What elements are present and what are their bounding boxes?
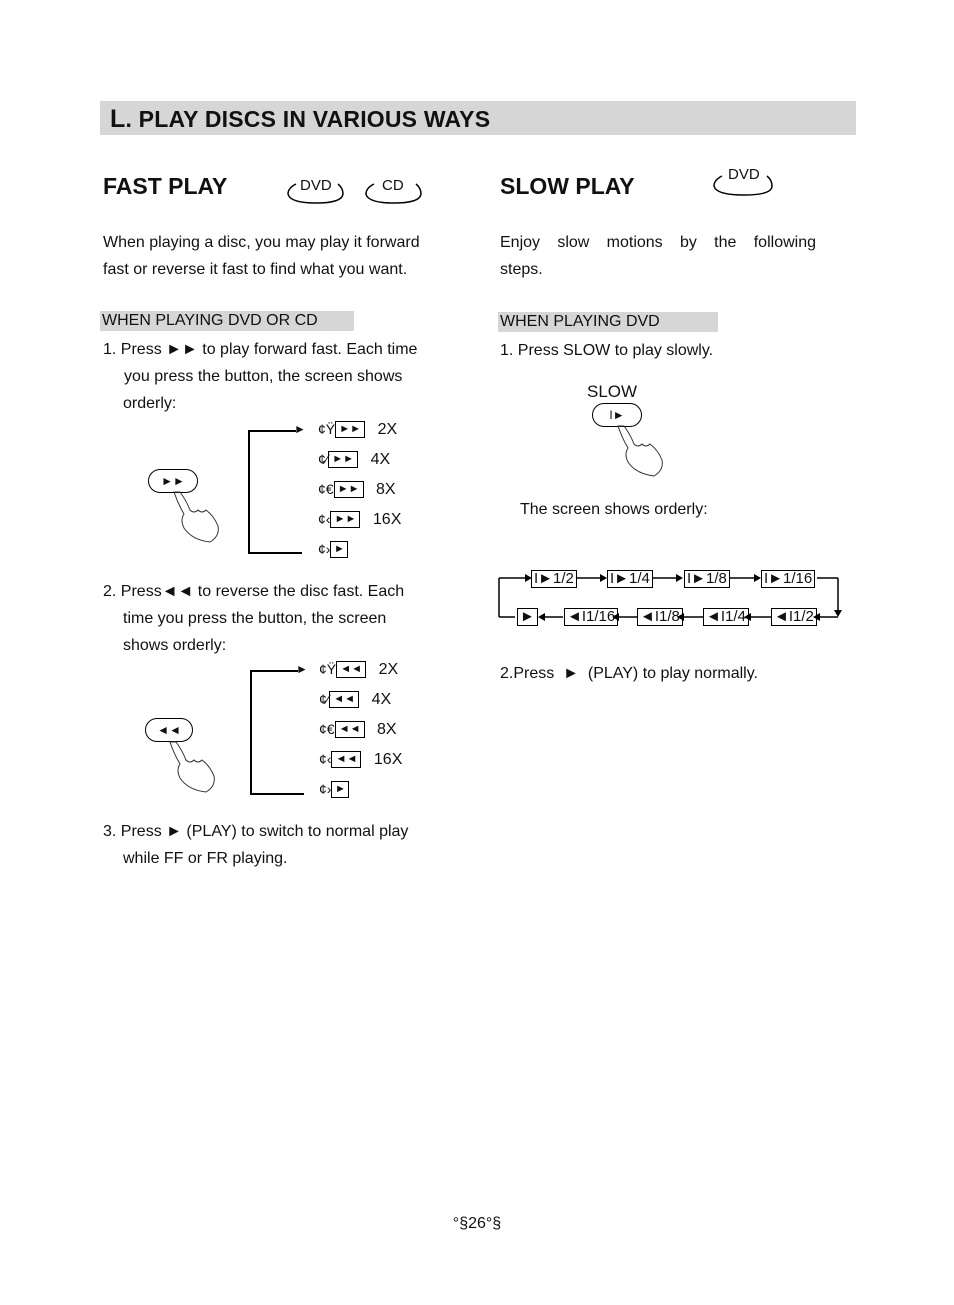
- fast-reverse-icon: ◄◄: [335, 721, 365, 738]
- pressing-hand-icon: [168, 490, 228, 545]
- fast-play-step1: [103, 336, 473, 417]
- fast-play-intro: [103, 229, 473, 283]
- slow-play-step1: 1. Press SLOW to play slowly.: [500, 342, 714, 359]
- ff-bracket-top: [248, 430, 296, 432]
- section-title-text: . PLAY DISCS IN VARIOUS WAYS: [125, 106, 491, 132]
- slow-play-intro-line2: steps.: [500, 261, 543, 278]
- intro-line: fast or reverse it fast to find what you want.: [103, 261, 408, 278]
- slow-play-intro-line1: Enjoy slow motions by the following: [500, 234, 816, 251]
- pressing-hand-icon: [164, 740, 224, 795]
- fast-forward-button[interactable]: ►►: [148, 469, 198, 493]
- slow-screen-text: The screen shows orderly:: [520, 501, 708, 518]
- screen-prefix: ¢›: [318, 541, 331, 557]
- step-line: while FF or FR playing.: [123, 850, 288, 867]
- ff-screen-item: [318, 451, 401, 481]
- fast-play-step2: [103, 578, 473, 659]
- fast-forward-icon: ►►: [335, 421, 365, 438]
- slow-forward-1-8: I►1/8: [684, 570, 730, 588]
- screen-prefix: ¢›: [319, 781, 332, 797]
- step-line: you press the button, the screen shows: [124, 368, 403, 385]
- screen-prefix: ¢€: [318, 481, 334, 497]
- fast-reverse-button[interactable]: ◄◄: [145, 718, 193, 742]
- ff-screen-list: [318, 421, 401, 571]
- fr-screen-item: [319, 691, 402, 721]
- arrow-right-icon: ►: [296, 662, 308, 676]
- speed-label: 4X: [370, 451, 391, 468]
- slow-play-subheading: WHEN PLAYING DVD: [498, 312, 718, 332]
- step-line: shows orderly:: [123, 637, 227, 654]
- arrow-right-icon: ►: [294, 422, 306, 436]
- fr-bracket-bottom: [250, 793, 304, 795]
- page-number: °§26°§: [452, 1215, 502, 1232]
- fr-screen-item: [319, 661, 402, 691]
- step-line: orderly:: [123, 395, 177, 412]
- screen-prefix: ¢Ÿ: [319, 661, 337, 677]
- section-title: [110, 105, 490, 134]
- speed-label: 8X: [376, 481, 396, 498]
- dvd-badge: [712, 166, 776, 198]
- dvd-badge-label: DVD: [300, 177, 332, 194]
- screen-prefix: ¢€: [319, 721, 335, 737]
- screen-prefix: ¢‹: [319, 751, 332, 767]
- speed-label: 2X: [377, 421, 398, 438]
- slow-reverse-1-2: ◄I1/2: [771, 608, 817, 626]
- ff-bracket-line: [248, 431, 250, 553]
- step-line: 1. Press ►► to play forward fast. Each time: [103, 341, 418, 358]
- slow-forward-1-2: I►1/2: [531, 570, 577, 588]
- fast-play-heading: FAST PLAY: [103, 173, 228, 199]
- dvd-badge-label: DVD: [728, 166, 760, 183]
- ff-screen-item: [318, 541, 401, 571]
- section-letter: L: [110, 105, 126, 133]
- screen-prefix: ¢⁄: [318, 451, 329, 467]
- fast-forward-icon: ►►: [334, 481, 364, 498]
- speed-label: 8X: [377, 721, 397, 738]
- fr-screen-item: [319, 721, 402, 751]
- slow-play-heading: SLOW PLAY: [500, 173, 635, 199]
- fr-screen-item: [319, 781, 402, 811]
- speed-label: 2X: [378, 661, 399, 678]
- slow-forward-1-16: I►1/16: [761, 570, 815, 588]
- slow-reverse-1-8: ◄I1/8: [637, 608, 683, 626]
- slow-button[interactable]: I►: [592, 403, 642, 427]
- fast-forward-icon: ►►: [328, 451, 358, 468]
- play-icon: ►: [330, 541, 348, 558]
- step-line: time you press the button, the screen: [123, 610, 387, 627]
- fast-reverse-icon: ◄◄: [331, 751, 361, 768]
- fr-bracket-top: [250, 670, 298, 672]
- screen-prefix: ¢⁄: [319, 691, 330, 707]
- slow-reverse-1-4: ◄I1/4: [703, 608, 749, 626]
- slow-button-label: SLOW: [587, 382, 638, 401]
- slow-forward-1-4: I►1/4: [607, 570, 653, 588]
- fast-reverse-icon: ◄◄: [336, 661, 366, 678]
- speed-label: 16X: [373, 751, 403, 768]
- ff-screen-item: [318, 511, 401, 541]
- step-line: 3. Press ► (PLAY) to switch to normal play: [103, 823, 409, 840]
- fr-bracket-line: [250, 671, 252, 794]
- cd-badge: [364, 176, 424, 206]
- fast-play-step3: [103, 818, 473, 872]
- ff-screen-item: [318, 421, 401, 451]
- dvd-badge: [286, 176, 346, 206]
- fast-play-subheading: WHEN PLAYING DVD OR CD: [100, 311, 354, 331]
- step-line: 2. Press◄◄ to reverse the disc fast. Each: [103, 583, 405, 600]
- fast-reverse-icon: ◄◄: [329, 691, 359, 708]
- intro-line: When playing a disc, you may play it forward: [103, 234, 420, 251]
- fast-forward-icon: ►►: [330, 511, 360, 528]
- slow-reverse-1-16: ◄I1/16: [564, 608, 618, 626]
- slow-play-normal-icon: ►: [517, 608, 538, 626]
- fr-screen-list: [319, 661, 402, 811]
- pressing-hand-icon: [612, 424, 672, 479]
- play-icon: ►: [331, 781, 349, 798]
- ff-screen-item: [318, 481, 401, 511]
- ff-bracket-bottom: [248, 552, 302, 554]
- screen-prefix: ¢‹: [318, 511, 331, 527]
- slow-play-step2: 2.Press ► (PLAY) to play normally.: [500, 665, 758, 682]
- speed-label: 4X: [371, 691, 392, 708]
- cd-badge-label: CD: [382, 177, 404, 194]
- fr-screen-item: [319, 751, 402, 781]
- screen-prefix: ¢Ÿ: [318, 421, 336, 437]
- speed-label: 16X: [372, 511, 402, 528]
